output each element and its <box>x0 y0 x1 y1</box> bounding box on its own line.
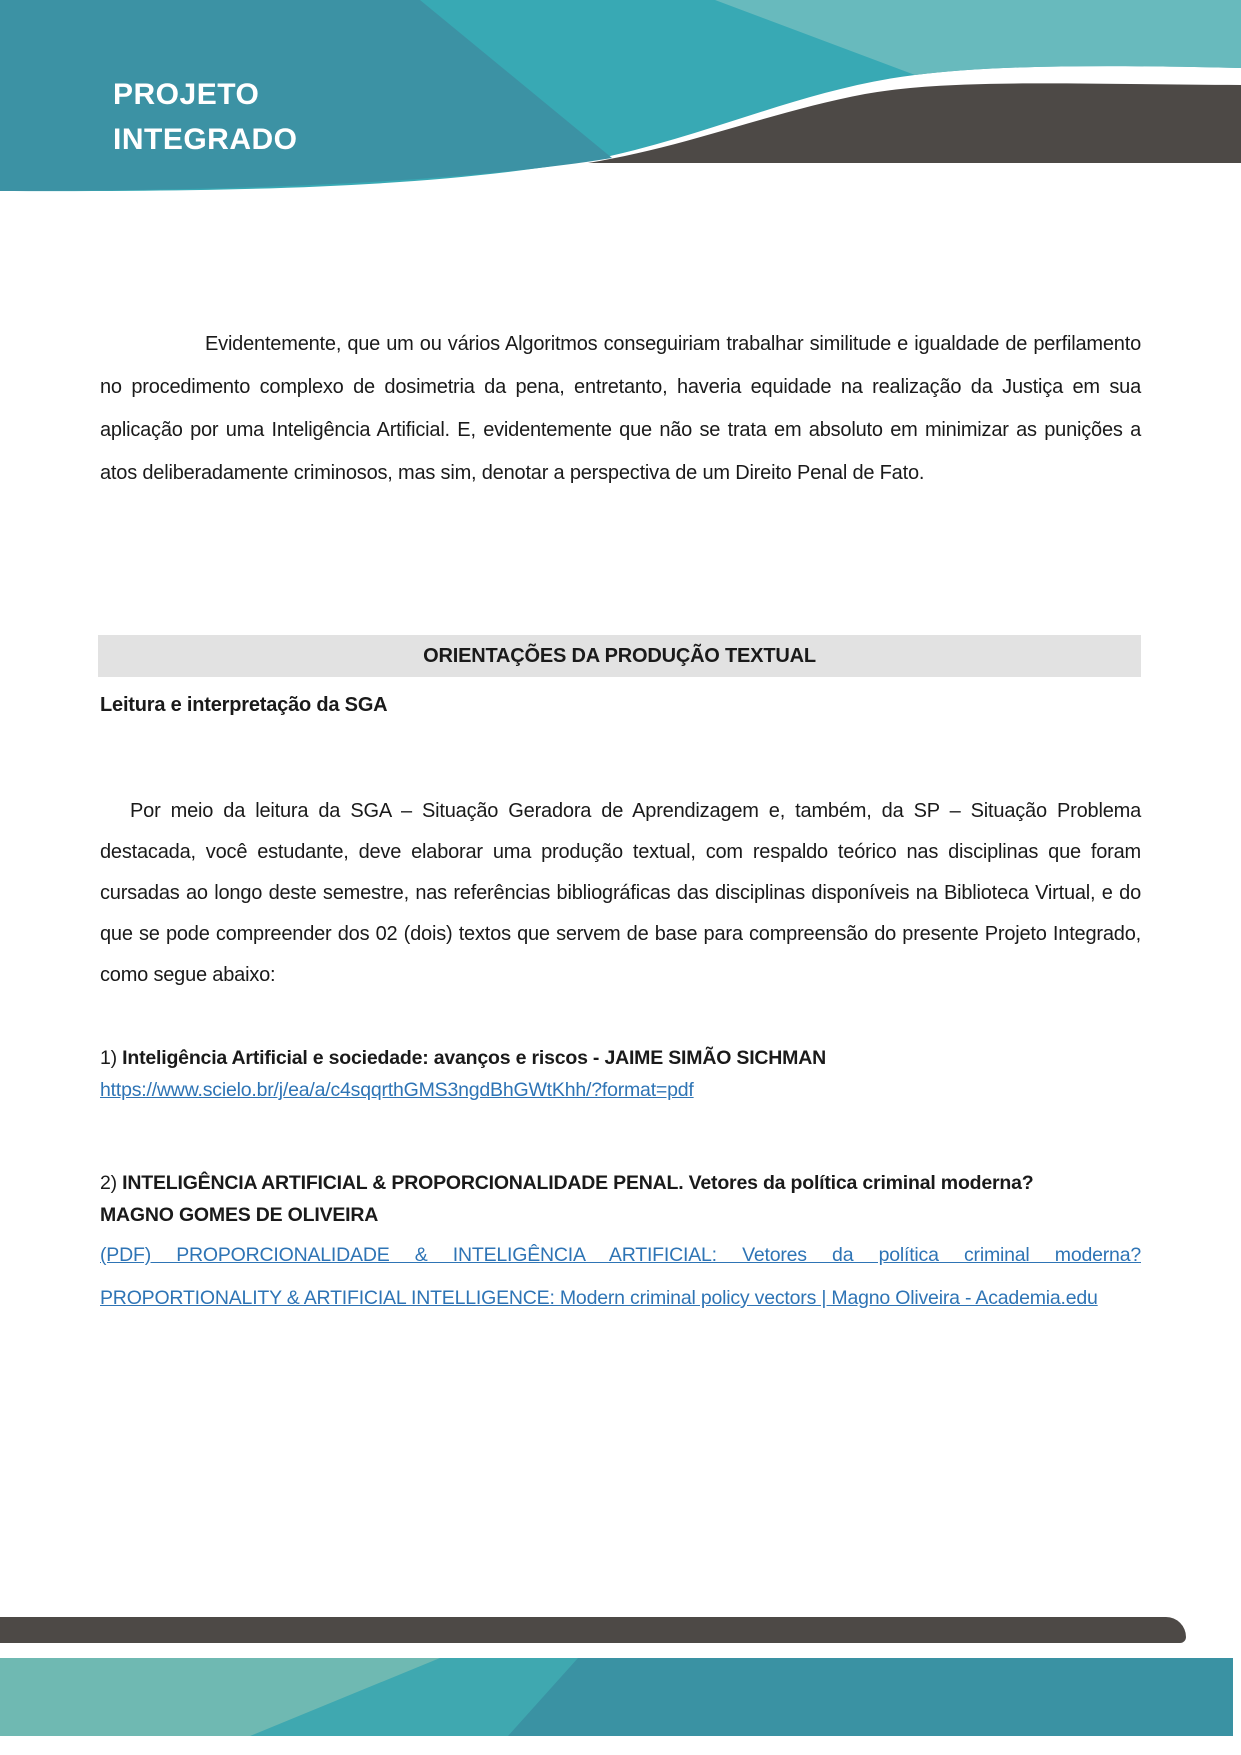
page-title-line2: INTEGRADO <box>113 123 298 156</box>
reference-1-link[interactable]: https://www.scielo.br/j/ea/a/c4sqqrthGMS3ngdBhGWtKhh/?format=pdf <box>100 1079 694 1101</box>
reference-1-number: 1) <box>100 1047 123 1069</box>
page-title-line1: PROJETO <box>113 78 260 111</box>
reference-1-titleline <box>100 1042 1141 1074</box>
page-title <box>113 72 298 162</box>
reference-2-number: 2) <box>100 1172 123 1194</box>
reference-1 <box>100 1042 1141 1106</box>
reference-2-author: MAGNO GOMES DE OLIVEIRA <box>100 1204 379 1226</box>
paragraph-instructions: Por meio da leitura da SGA – Situação Geradora de Aprendizagem e, também, da SP – Situação Problema destacada, você estudante, deve elaborar uma produção textual, com respaldo teórico nas disciplinas que foram cursadas ao longo deste semestre, nas referências bibliográficas das disciplinas disponíveis na Biblioteca Virtual, e do que se pode compreender dos 02 (dois) textos que servem de base para compreensão do presente Projeto Integrado, como segue abaixo: <box>100 800 1141 986</box>
paragraph-intro: Evidentemente, que um ou vários Algoritmos conseguiriam trabalhar similitude e igualdade de perfilamento no procedimento complexo de dosimetria da pena, entretanto, haveria equidade na realização da Justiça em sua aplicação por uma Inteligência Artificial. E, evidentemente que não se trata em absoluto em minimizar as punições a atos deliberadamente criminosos, mas sim, denotar a perspectiva de um Direito Penal de Fato. <box>100 333 1141 484</box>
subheading-leitura: Leitura e interpretação da SGA <box>100 694 388 716</box>
footer-teal-dark-shape <box>508 1658 1233 1736</box>
reference-2-link[interactable]: (PDF) PROPORCIONALIDADE & INTELIGÊNCIA ARTIFICIAL: Vetores da política criminal moderna? PROPORTIONALITY & ARTIFICIAL INTELLIGENCE: Modern criminal policy vectors | Magno Oliveira - Academia.edu <box>100 1244 1141 1309</box>
reference-2-titleline <box>100 1167 1141 1199</box>
reference-2-title: INTELIGÊNCIA ARTIFICIAL & PROPORCIONALIDADE PENAL. Vetores da política criminal moderna? <box>122 1172 1034 1194</box>
reference-1-title: Inteligência Artificial e sociedade: avanços e riscos - JAIME SIMÃO SICHMAN <box>122 1047 826 1069</box>
footer-charcoal-bar <box>0 1617 1186 1643</box>
section-heading-band <box>98 635 1141 677</box>
footer-teal-band <box>0 1658 1233 1736</box>
section-heading: ORIENTAÇÕES DA PRODUÇÃO TEXTUAL <box>423 644 816 667</box>
reference-2 <box>100 1167 1141 1320</box>
